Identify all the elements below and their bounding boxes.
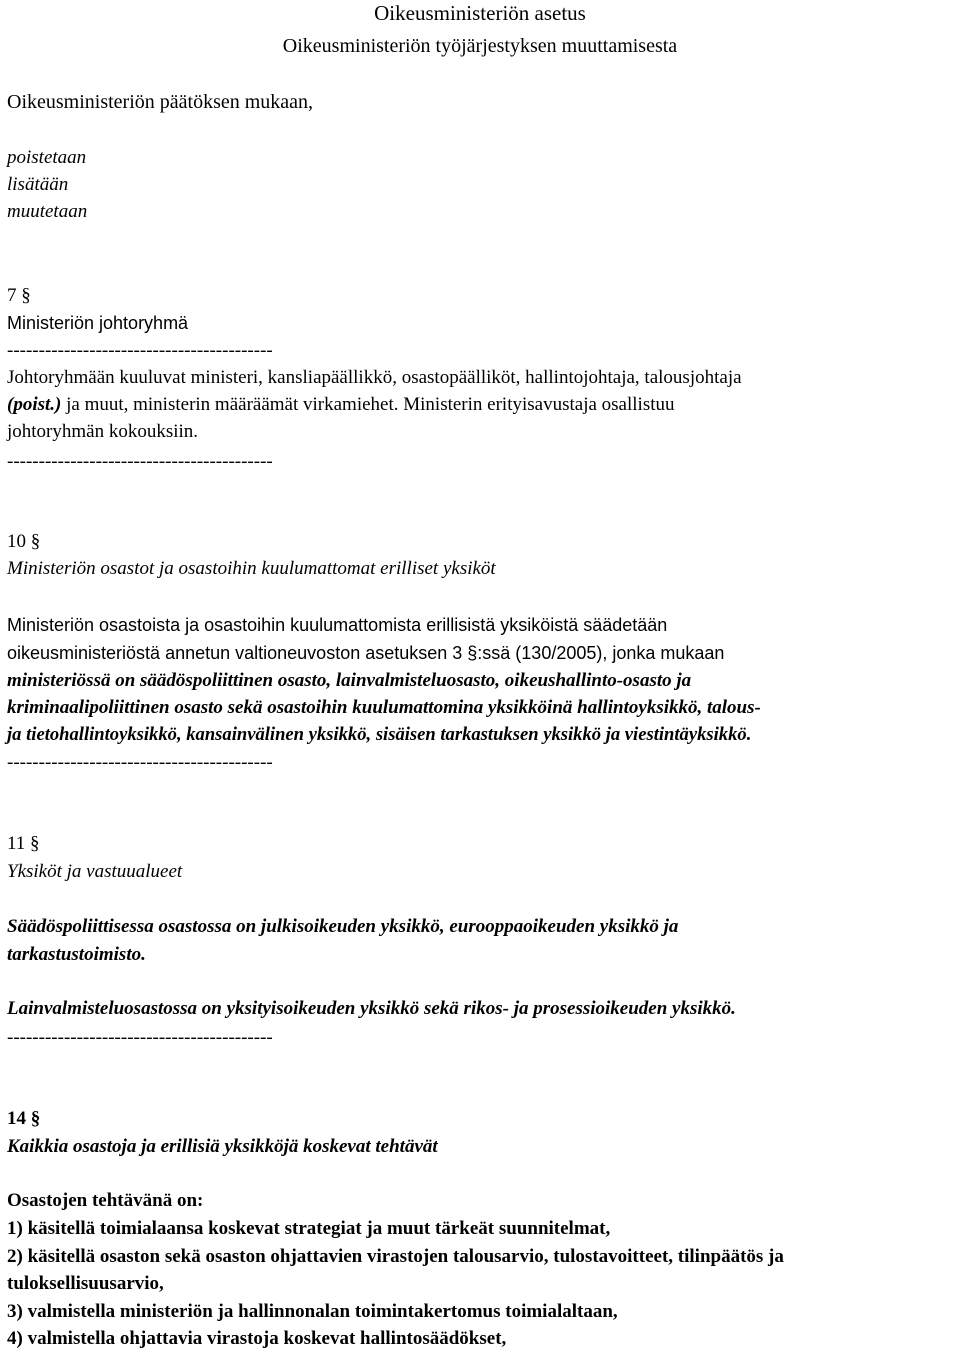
section-14-item: 4) valmistella ohjattavia virastoja koskevat hallintosäädökset, <box>7 1328 507 1349</box>
section-14-item: 3) valmistella ministeriön ja hallinnonalan toimintakertomus toimialaltaan, <box>7 1301 618 1322</box>
section-11-line-3: Lainvalmisteluosastossa on yksityisoikeuden yksikkö sekä rikos- ja prosessioikeuden yksikkö. <box>7 998 736 1019</box>
legend-added: lisätään <box>7 174 69 195</box>
section-7-line-2: (poist.) ja muut, ministerin määräämät virkamiehet. Ministerin erityisavustaja osallistuu <box>7 394 675 415</box>
divider: ------------------------------------------ <box>7 1027 273 1048</box>
section-14-lead: Osastojen tehtävänä on: <box>7 1190 204 1211</box>
section-10-number: 10 § <box>7 531 41 552</box>
deleted-text: (poist.) <box>7 394 62 415</box>
section-10-line-4: kriminaalipoliittinen osasto sekä osastoihin kuulumattomina yksikköinä hallintoyksikkö, talous- <box>7 697 761 718</box>
section-7-line-3: johtoryhmän kokouksiin. <box>7 421 199 442</box>
section-10-line-2: oikeusministeriöstä annetun valtioneuvoston asetuksen 3 §:ssä (130/2005), jonka mukaan <box>7 643 725 663</box>
section-7-line-1: Johtoryhmään kuuluvat ministeri, kansliapäällikkö, osastopäälliköt, hallintojohtaja, talousjohtaja <box>7 367 742 388</box>
section-11-line-1: Säädöspoliittisessa osastossa on julkisoikeuden yksikkö, eurooppaoikeuden yksikkö ja <box>7 916 679 937</box>
section-11-title: Yksiköt ja vastuualueet <box>7 861 183 882</box>
section-7-number: 7 § <box>7 285 31 306</box>
divider: ------------------------------------------ <box>7 340 273 361</box>
document-title: Oikeusministeriön asetus <box>374 1 586 25</box>
intro-text: Oikeusministeriön päätöksen mukaan, <box>7 91 314 113</box>
section-10-title: Ministeriön osastot ja osastoihin kuulumattomat erilliset yksiköt <box>7 558 496 579</box>
divider: ------------------------------------------ <box>7 752 273 773</box>
divider: ------------------------------------------ <box>7 451 273 472</box>
section-10-line-5: ja tietohallintoyksikkö, kansainvälinen yksikkö, sisäisen tarkastuksen yksikkö ja viestintäyksikkö. <box>7 724 752 745</box>
section-14-item: 2) käsitellä osaston sekä osaston ohjattavien virastojen talousarvio, tulostavoitteet, tilinpäätös ja <box>7 1246 784 1267</box>
legend-deleted: poistetaan <box>7 147 87 168</box>
section-11-number: 11 § <box>7 833 40 854</box>
section-10-line-3: ministeriössä on säädöspoliittinen osasto, lainvalmisteluosasto, oikeushallinto-osasto ja <box>7 670 692 691</box>
section-11-line-2: tarkastustoimisto. <box>7 944 146 965</box>
section-14-number: 14 § <box>7 1108 41 1129</box>
section-14-item: 1) käsitellä toimialaansa koskevat strategiat ja muut tärkeät suunnitelmat, <box>7 1218 611 1239</box>
section-7-title: Ministeriön johtoryhmä <box>7 313 189 333</box>
section-14-item: tuloksellisuusarvio, <box>7 1273 164 1294</box>
section-14-title: Kaikkia osastoja ja erillisiä yksikköjä koskevat tehtävät <box>7 1136 438 1157</box>
legend-changed: muutetaan <box>7 201 88 222</box>
section-10-line-1: Ministeriön osastoista ja osastoihin kuulumattomista erillisistä yksiköistä säädetään <box>7 615 668 635</box>
document-subtitle: Oikeusministeriön työjärjestyksen muuttamisesta <box>282 35 678 57</box>
